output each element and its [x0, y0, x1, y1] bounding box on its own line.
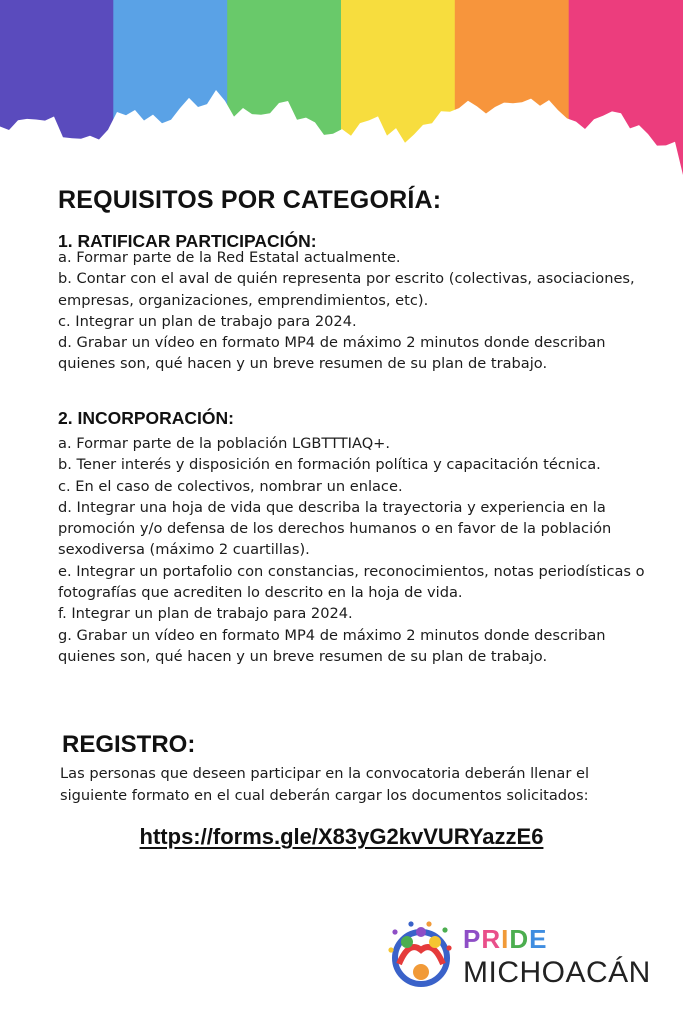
- list-item: a. Formar parte de la población LGBTTTIAQ+.: [58, 435, 391, 452]
- logo-letter: P: [463, 924, 482, 954]
- people-circle-icon: [385, 920, 457, 992]
- section1-list: [58, 247, 648, 375]
- logo-dot: [442, 927, 447, 932]
- list-item: c. Integrar un plan de trabajo para 2024.: [58, 312, 357, 330]
- list-item: f. Integrar un plan de trabajo para 2024.: [58, 605, 353, 623]
- logo-letter: I: [501, 924, 510, 954]
- logo-letter: R: [481, 924, 502, 954]
- list-item: e. Integrar un portafolio con constancias, reconocimientos, notas periodísticas o fotografías que acrediten lo descrito en la hoja de vida.: [58, 562, 645, 602]
- registration-link[interactable]: https://forms.gle/X83yG2kvVURYazzE6: [139, 824, 544, 849]
- list-item: g. Grabar un vídeo en formato MP4 de máximo 2 minutos donde describan quienes son, qué hacen y un breve resumen de su plan de trabajo.: [58, 626, 606, 665]
- registro-text: Las personas que deseen participar en la convocatoria deberán llenar el siguiente formato en el cual deberán cargar los documentos solicitados:: [60, 765, 590, 804]
- logo-letter: E: [529, 924, 548, 954]
- logo-dot: [392, 929, 397, 934]
- section2-list: [58, 433, 648, 667]
- list-item: b. Tener interés y disposición en formación política y capacitación técnica.: [58, 456, 601, 474]
- registro-title: REGISTRO:: [62, 731, 196, 758]
- logo-head: [401, 936, 413, 948]
- section2-title: 2. INCORPORACIÓN:: [58, 408, 234, 428]
- list-item: c. En el caso de colectivos, nombrar un enlace.: [58, 477, 403, 495]
- logo-heart: [413, 964, 429, 980]
- list-item: d. Grabar un vídeo en formato MP4 de máximo 2 minutos donde describan quienes son, qué hacen y un breve resumen de su plan de trabajo.: [58, 334, 606, 373]
- logo-arms: [399, 947, 443, 964]
- logo-pride-text: [463, 924, 547, 955]
- logo-dot: [388, 947, 393, 952]
- logo-dot: [446, 945, 451, 950]
- rainbow-banner: [0, 0, 683, 175]
- list-item: a. Formar parte de la Red Estatal actualmente.: [58, 249, 401, 266]
- logo-dot: [426, 921, 431, 926]
- logo-dot: [408, 921, 413, 926]
- section1-title: 1. RATIFICAR PARTICIPACIÓN:: [58, 231, 317, 251]
- logo-state-text: MICHOACÁN: [463, 956, 651, 989]
- logo-head: [416, 927, 426, 937]
- pride-michoacan-logo: [385, 920, 675, 1000]
- page-title: REQUISITOS POR CATEGORÍA:: [58, 186, 442, 214]
- logo-head: [429, 936, 441, 948]
- list-item: d. Integrar una hoja de vida que describa la trayectoria y experiencia en la promoción y/o defensa de los derechos humanos o en favor de la población sexodiversa (máximo 2 cuartillas).: [58, 498, 612, 559]
- logo-letter: D: [509, 924, 530, 954]
- list-item: b. Contar con el aval de quién representa por escrito (colectivas, asociaciones, empresas, organizaciones, emprendimientos, etc).: [58, 270, 635, 309]
